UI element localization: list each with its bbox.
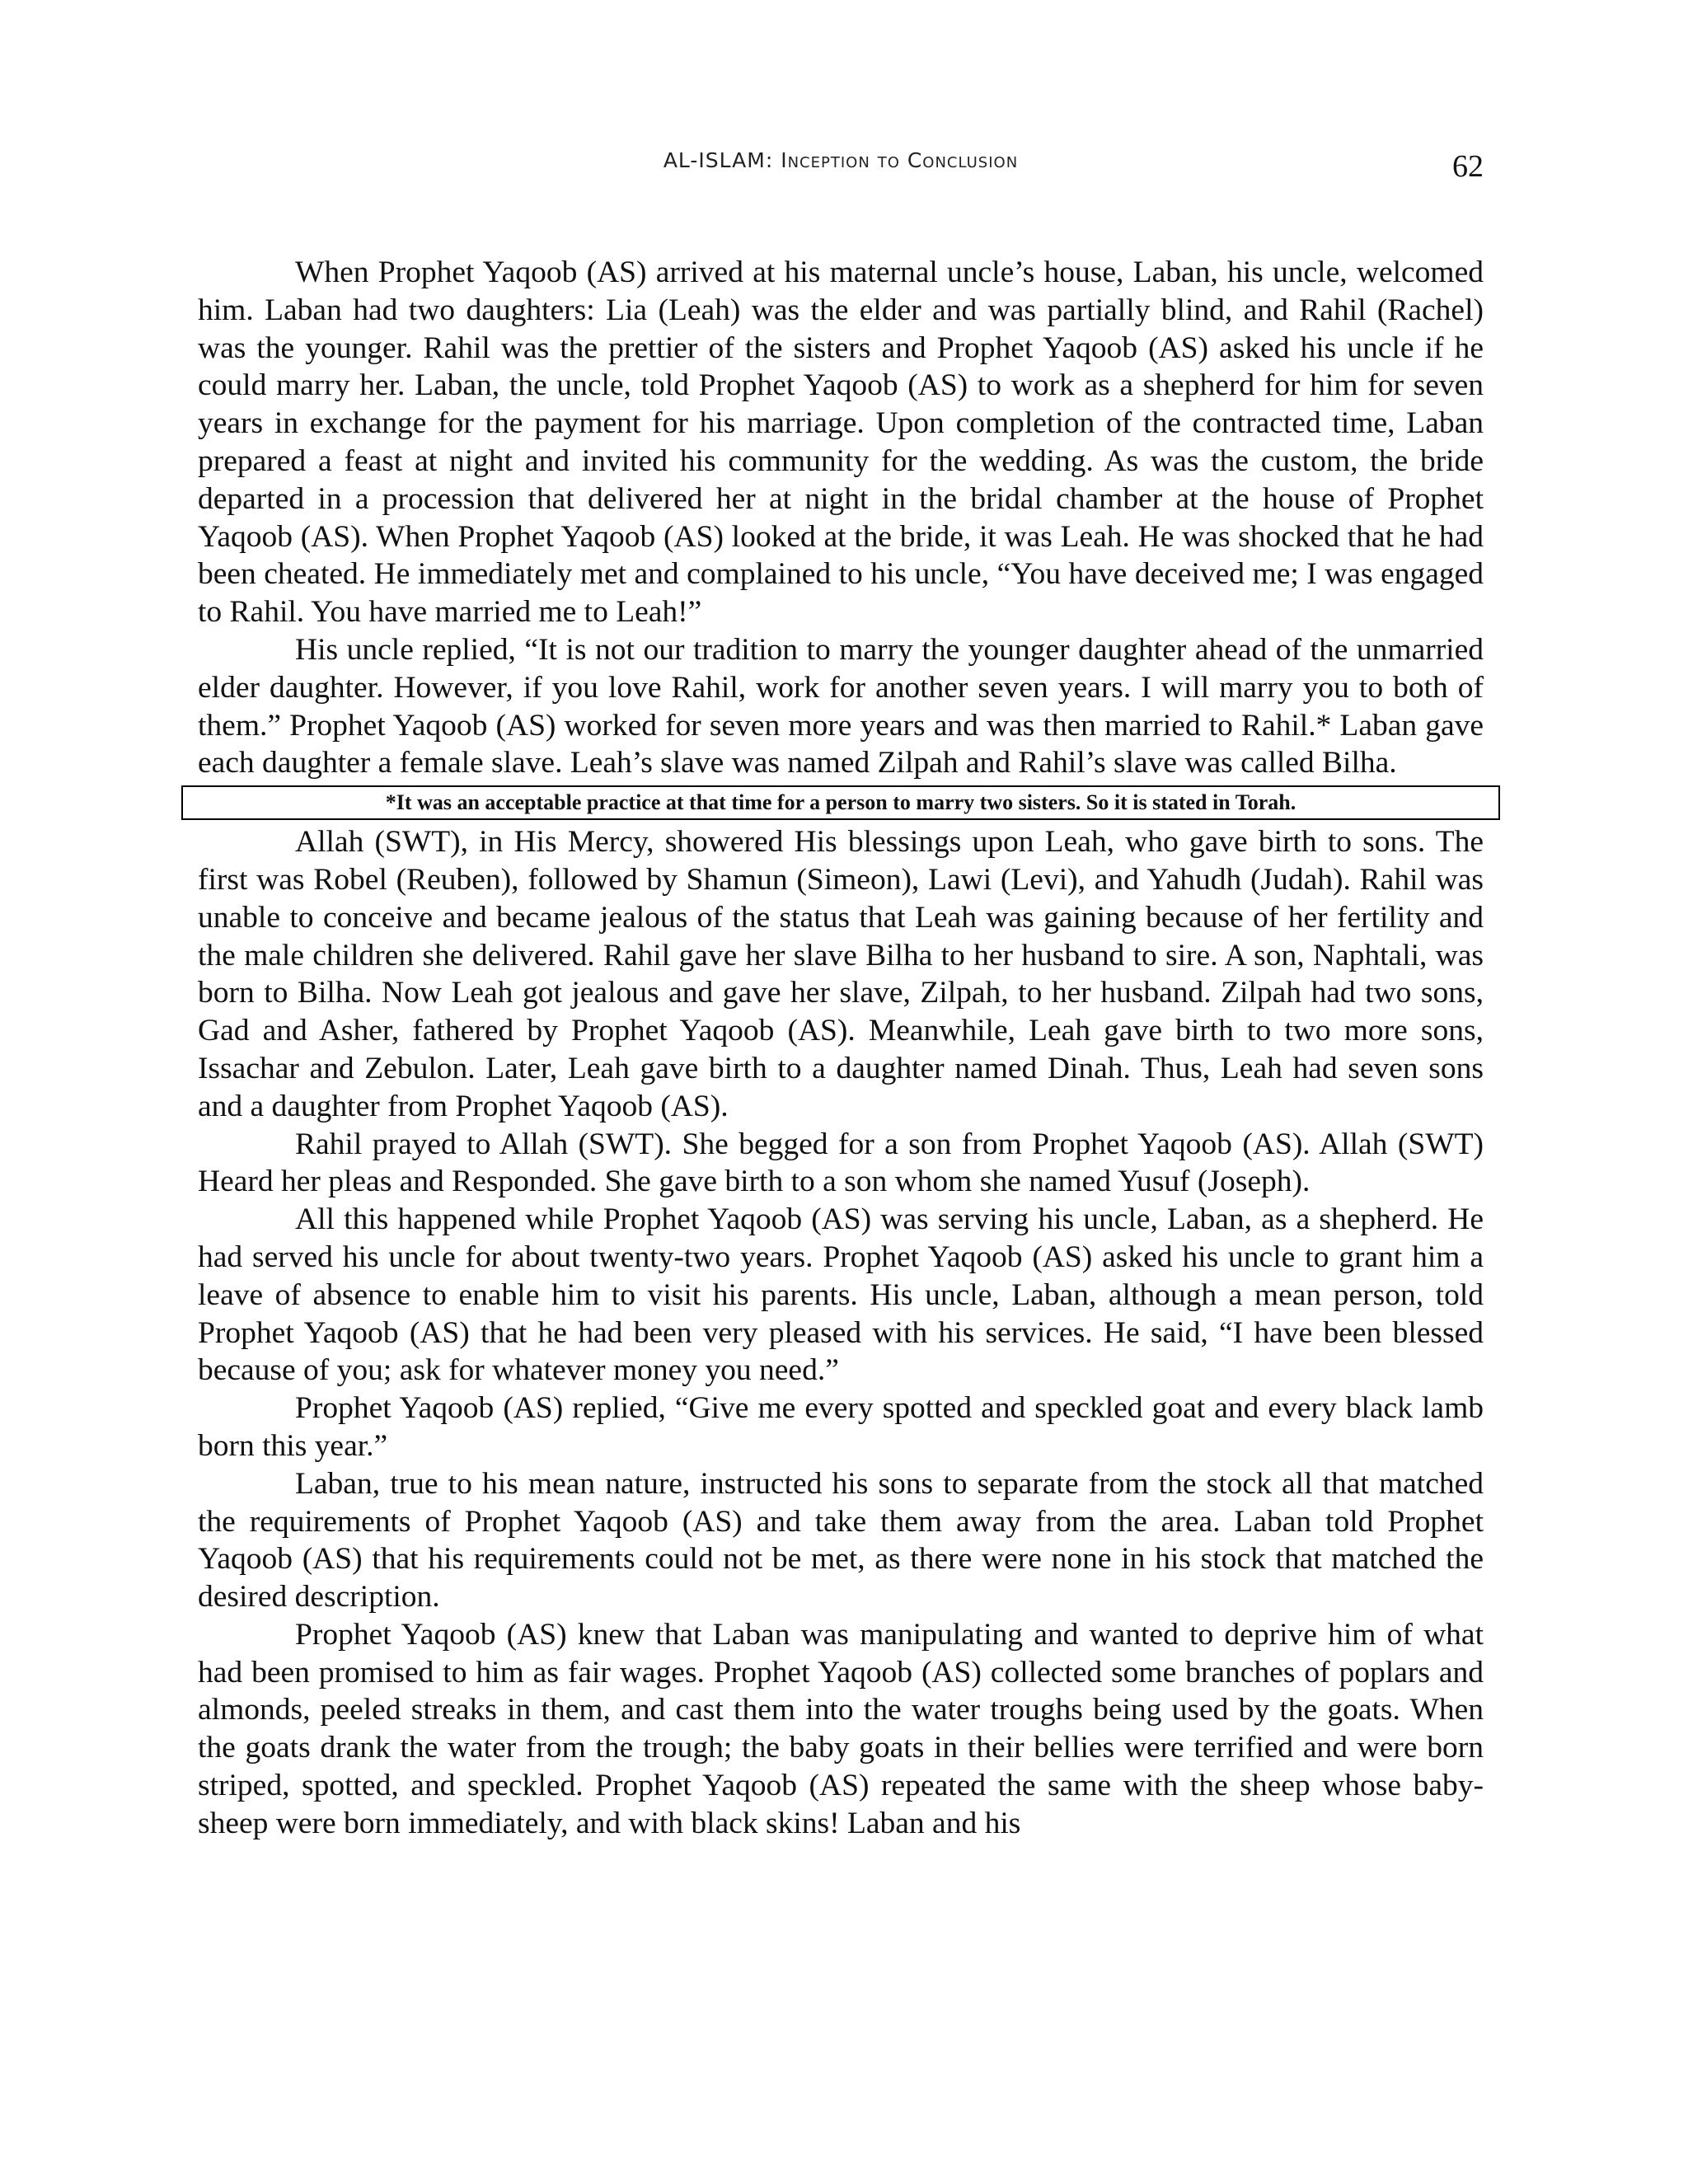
body-text [198, 254, 1484, 1843]
paragraph: All this happened while Prophet Yaqoob (AS) was serving his uncle, Laban, as a shepherd. He had served his uncle for about twenty-two years. Prophet Yaqoob (AS) asked his uncle to grant him a leave of absence to enable him to visit his parents. His uncle, Laban, although a mean person, told Prophet Yaqoob (AS) that he had been very pleased with his services. He said, “I have been blessed because of you; ask for whatever money you need.” [198, 1202, 1484, 1388]
running-title: AL-ISLAM: Inception to Conclusion [663, 148, 1019, 172]
paragraph: Prophet Yaqoob (AS) replied, “Give me every spotted and speckled goat and every black lamb born this year.” [198, 1391, 1484, 1463]
paragraph: Rahil prayed to Allah (SWT). She begged for a son from Prophet Yaqoob (AS). Allah (SWT) Heard her pleas and Responded. She gave birth to a son whom she named Yusuf (Joseph). [198, 1127, 1484, 1199]
paragraph: His uncle replied, “It is not our tradition to marry the younger daughter ahead of the unmarried elder daughter. However, if you love Rahil, work for another seven years. I will marry you to both of them.” Prophet Yaqoob (AS) worked for seven more years and was then married to Rahil.* Laban gave each daughter a female slave. Leah’s slave was named Zilpah and Rahil’s slave was called Bilha. [198, 632, 1484, 780]
paragraph: When Prophet Yaqoob (AS) arrived at his maternal uncle’s house, Laban, his uncle, welcomed him. Laban had two daughters: Lia (Leah) was the elder and was partially blind, and Rahil (Rachel) was the younger. Rahil was the prettier of the sisters and Prophet Yaqoob (AS) asked his uncle if he could marry her. Laban, the uncle, told Prophet Yaqoob (AS) to work as a shepherd for him for seven years in exchange for the payment for his marriage. Upon completion of the contracted time, Laban prepared a feast at night and invited his community for the wedding. As was the custom, the bride departed in a procession that delivered her at night in the bridal chamber at the house of Prophet Yaqoob (AS). When Prophet Yaqoob (AS) looked at the bride, it was Leah. He was shocked that he had been cheated. He immediately met and complained to his uncle, “You have deceived me; I was engaged to Rahil. You have married me to Leah!” [198, 255, 1484, 630]
page-number: 62 [1452, 149, 1484, 184]
paragraph: Prophet Yaqoob (AS) knew that Laban was manipulating and wanted to deprive him of what had been promised to him as fair wages. Prophet Yaqoob (AS) collected some branches of poplars and almonds, peeled streaks in them, and cast them into the water troughs being used by the goats. When the goats drank the water from the trough; the baby goats in their bellies were terrified and were born striped, spotted, and speckled. Prophet Yaqoob (AS) repeated the same with the sheep whose baby-sheep were born immediately, and with black skins! Laban and his [198, 1617, 1484, 1840]
running-header [198, 140, 1484, 206]
paragraph: Allah (SWT), in His Mercy, showered His blessings upon Leah, who gave birth to sons. The first was Robel (Reuben), followed by Shamun (Simeon), Lawi (Levi), and Yahudh (Judah). Rahil was unable to conceive and became jealous of the status that Leah was gaining because of her fertility and the male children she delivered. Rahil gave her slave Bilha to her husband to sire. A son, Naphtali, was born to Bilha. Now Leah got jealous and gave her slave, Zilpah, to her husband. Zilpah had two sons, Gad and Asher, fathered by Prophet Yaqoob (AS). Meanwhile, Leah gave birth to two more sons, Issachar and Zebulon. Later, Leah gave birth to a daughter named Dinah. Thus, Leah had seven sons and a daughter from Prophet Yaqoob (AS). [198, 825, 1484, 1123]
footnote-box: *It was an acceptable practice at that time for a person to marry two sisters. So it is stated in Torah. [181, 785, 1500, 820]
paragraph: Laban, true to his mean nature, instructed his sons to separate from the stock all that matched the requirements of Prophet Yaqoob (AS) and take them away from the area. Laban told Prophet Yaqoob (AS) that his requirements could not be met, as there were none in his stock that matched the desired description. [198, 1466, 1484, 1615]
